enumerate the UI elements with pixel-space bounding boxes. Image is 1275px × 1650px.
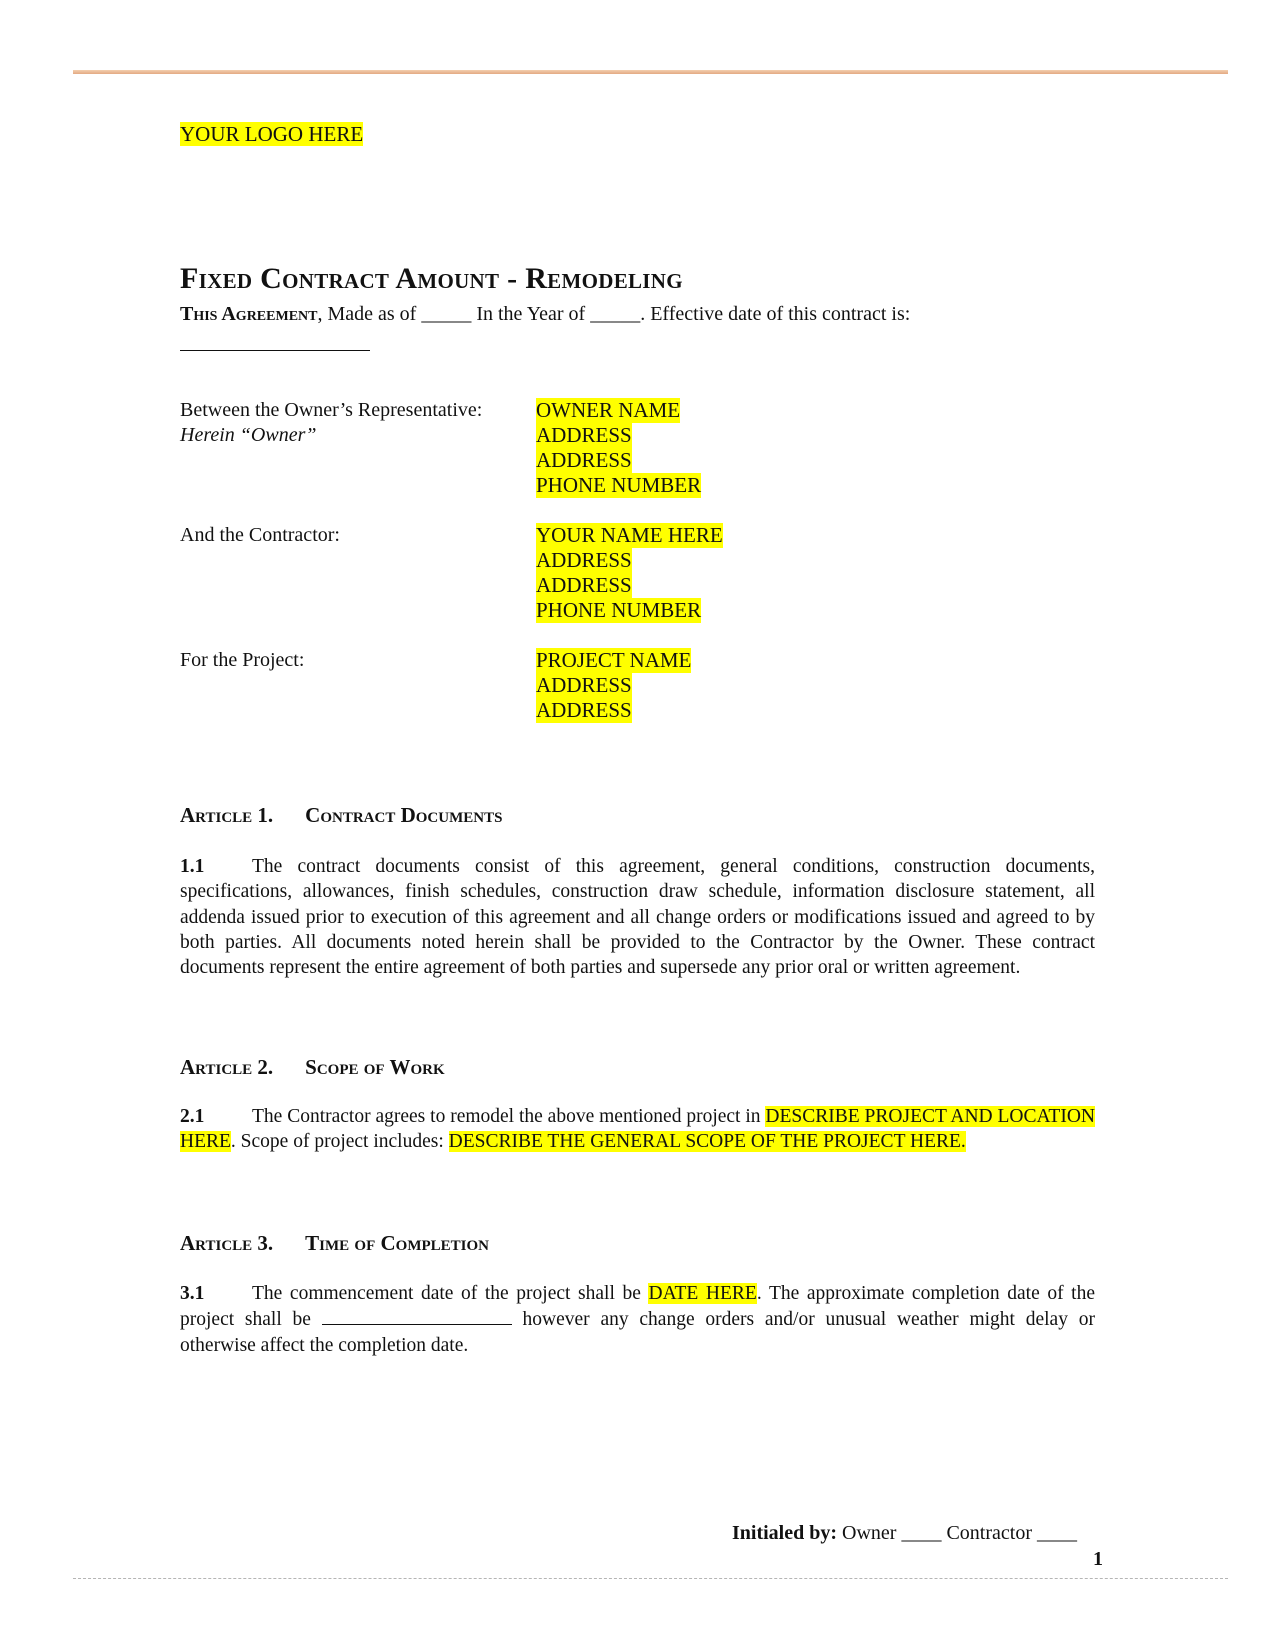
initialed-label: Initialed by: — [732, 1522, 838, 1544]
agreement-lead: This Agreement — [180, 303, 318, 325]
agreement-text: , Made as of _____ In the Year of _____. Effective date of this contract is: — [317, 303, 911, 325]
article-3-label: Article 3. — [180, 1231, 274, 1255]
contractor-initial: Contractor ____ — [946, 1522, 1077, 1544]
project-details — [536, 648, 691, 723]
article-2-paragraph — [180, 1104, 1095, 1155]
article-1-paragraph — [180, 854, 1095, 980]
clause-1-1-number: 1.1 — [180, 856, 205, 877]
article-3-title: Time of Completion — [305, 1231, 489, 1255]
article-1-heading — [180, 803, 502, 828]
clause-3-1-text-b: . The approximate completion date of the project shall be — [180, 1283, 1095, 1331]
clause-3-1-number: 3.1 — [180, 1283, 205, 1304]
article-3-paragraph — [180, 1281, 1095, 1358]
article-2-heading — [180, 1055, 445, 1080]
owner-sublabel: Herein “Owner” — [180, 424, 317, 446]
clause-2-1-text-a: The Contractor agrees to remodel the above mentioned project in — [252, 1106, 766, 1127]
logo-placeholder: YOUR LOGO HERE — [180, 122, 364, 146]
article-1-title: Contract Documents — [305, 803, 503, 827]
contractor-address-1: ADDRESS — [536, 548, 632, 572]
clause-3-1-text-c: however any change orders and/or unusual weather might delay or otherwise affect the completion date. — [180, 1309, 1095, 1356]
scope-description-placeholder: DESCRIBE THE GENERAL SCOPE OF THE PROJECT HERE. — [448, 1131, 966, 1153]
page-number: 1 — [1093, 1548, 1103, 1570]
owner-details — [536, 398, 701, 498]
owner-address-1: ADDRESS — [536, 423, 632, 447]
initialed-by-line — [732, 1522, 1077, 1545]
effective-date-blank — [180, 350, 370, 351]
clause-2-1-text-b: . Scope of project includes: — [230, 1131, 449, 1153]
owner-phone: PHONE NUMBER — [536, 473, 702, 497]
project-description-placeholder: DESCRIBE PROJECT AND LOCATION HERE — [180, 1106, 1095, 1153]
clause-1-1-text: The contract documents consist of this agreement, general conditions, construction documents, specifications, allowances, finish schedules, construction draw schedule, information disclosure statement, all addenda issued prior to execution of this agreement and all change orders or modifications issued and agreed to by both parties. All documents noted herein shall be provided to the Contractor by the Owner. These contract documents represent the entire agreement of both parties and supersede any prior oral or written agreement. — [180, 856, 1095, 979]
completion-date-blank — [322, 1306, 512, 1325]
contractor-label: And the Contractor: — [180, 524, 340, 546]
agreement-line — [180, 303, 910, 326]
article-2-label: Article 2. — [180, 1055, 274, 1079]
project-address-1: ADDRESS — [536, 673, 632, 697]
project-name: PROJECT NAME — [536, 648, 692, 672]
owner-label-block — [180, 398, 482, 448]
page-break-rule — [73, 1578, 1228, 1579]
article-1-label: Article 1. — [180, 803, 274, 827]
contractor-details — [536, 523, 723, 623]
owner-initial: Owner ____ — [842, 1522, 942, 1544]
contractor-name: YOUR NAME HERE — [536, 523, 723, 547]
contractor-phone: PHONE NUMBER — [536, 598, 702, 622]
project-label: For the Project: — [180, 649, 305, 671]
owner-name: OWNER NAME — [536, 398, 681, 422]
article-3-heading — [180, 1231, 489, 1256]
project-address-2: ADDRESS — [536, 698, 632, 722]
document-title: Fixed Contract Amount - Remodeling — [180, 262, 683, 295]
article-2-title: Scope of Work — [305, 1055, 445, 1079]
clause-3-1-text-a: The commencement date of the project shall be — [252, 1283, 649, 1304]
contractor-address-2: ADDRESS — [536, 573, 632, 597]
owner-address-2: ADDRESS — [536, 448, 632, 472]
commencement-date-placeholder: DATE HERE — [648, 1283, 757, 1304]
owner-label: Between the Owner’s Representative: — [180, 399, 483, 421]
header-rule — [73, 70, 1228, 74]
clause-2-1-number: 2.1 — [180, 1106, 205, 1127]
